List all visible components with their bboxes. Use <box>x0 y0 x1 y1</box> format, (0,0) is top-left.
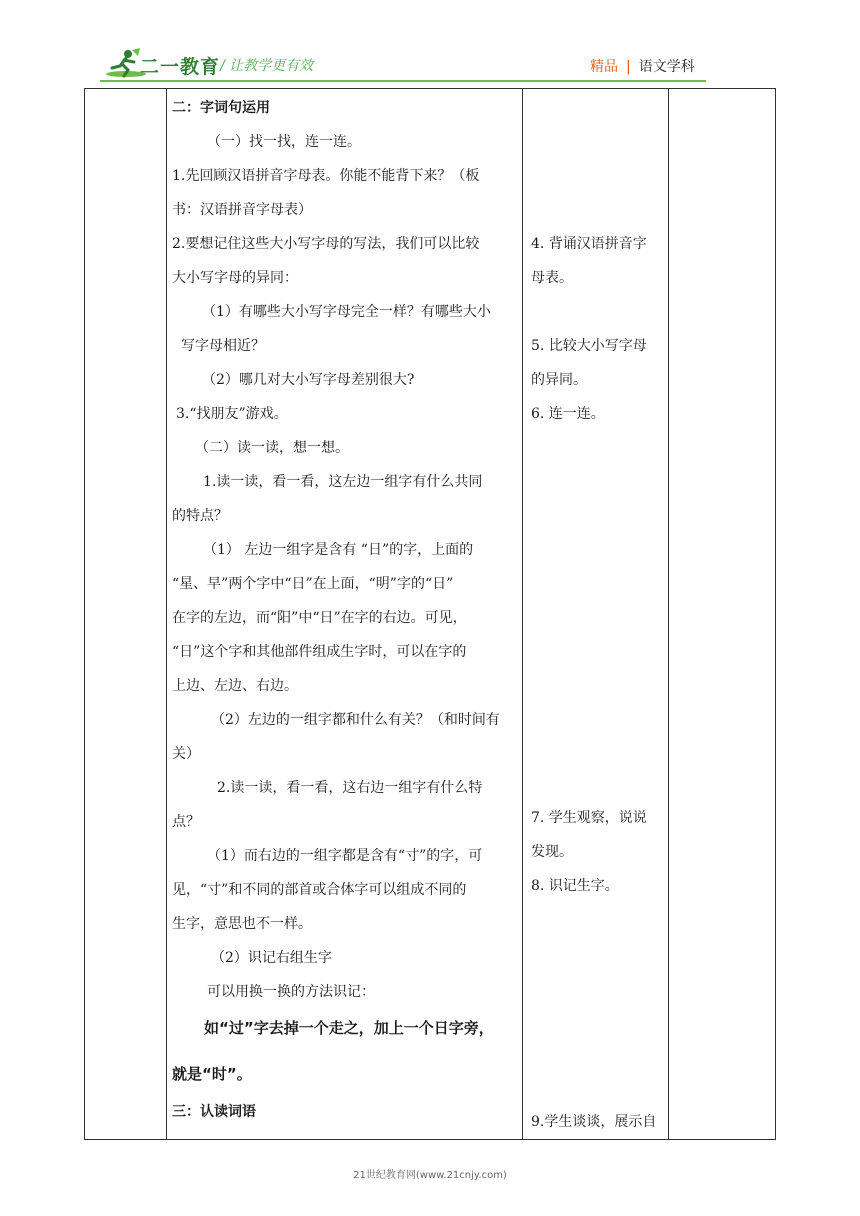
text-line: 4. 背诵汉语拼音字 <box>531 236 647 252</box>
text-line: 发现。 <box>531 844 573 860</box>
text-line: 3.“找朋友”游戏。 <box>176 406 288 422</box>
teacher-activity-cell <box>167 89 523 1140</box>
slogan: / 让教学更有效 <box>220 58 314 74</box>
text-line: （1）有哪些大小写字母完全一样？有哪些大小 <box>202 304 491 320</box>
text-line: 2.要想记住这些大小写字母的写法，我们可以比较 <box>172 236 480 252</box>
text-line: 在字的左边，而“阳”中“日”在字的右边。可见， <box>172 610 467 626</box>
text-line: （2）哪几对大小写字母差别很大? <box>202 372 415 388</box>
text-line: 8. 识记生字。 <box>531 878 619 894</box>
logo-text: 二一教育 <box>140 56 221 78</box>
text-line: 5. 比较大小写字母 <box>531 338 647 354</box>
text-line: 的异同。 <box>531 372 587 388</box>
text-line-bold: 就是“时”。 <box>172 1065 252 1083</box>
text-line: （2）左边的一组字都和什么有关？（和时间有 <box>211 712 500 728</box>
text-line: （二）读一读，想一想。 <box>195 440 349 456</box>
text-line: 大小写字母的异同： <box>172 270 298 286</box>
text-line: “日”这个字和其他部件组成生字时，可以在字的 <box>172 644 467 660</box>
table-row <box>85 89 776 1140</box>
column-1-cell <box>85 89 167 1140</box>
header-right <box>590 56 695 76</box>
text-line: “星、早”两个字中“日”在上面，“明”字的“日” <box>172 576 454 592</box>
text-line: （一）找一找，连一连。 <box>207 134 361 150</box>
text-line: 1.读一读，看一看，这左边一组字有什么共同 <box>203 474 483 490</box>
text-line: 点？ <box>172 814 200 830</box>
text-line: 1.先回顾汉语拼音字母表。你能不能背下来？（板 <box>172 168 480 184</box>
text-line: 6. 连一连。 <box>531 406 605 422</box>
lesson-table <box>84 88 776 1140</box>
page-header <box>0 0 860 88</box>
text-line: 7. 学生观察，说说 <box>531 810 647 826</box>
text-line: 的特点？ <box>172 508 228 524</box>
subject-label: 语文学科 <box>638 59 695 75</box>
text-line-bold: 如“过”字去掉一个走之，加上一个日字旁， <box>204 1019 494 1037</box>
column-4-cell <box>669 89 776 1140</box>
text-line: （1） 左边一组字是含有 “日”的字，上面的 <box>203 542 474 558</box>
premium-label: 精品 <box>590 59 618 75</box>
text-line: （2）识记右组生字 <box>211 950 332 966</box>
section-heading: 三：认读词语 <box>172 1104 256 1120</box>
header-separator: | <box>626 59 631 75</box>
text-line: 关） <box>172 746 200 762</box>
text-line: 2.读一读，看一看，这右边一组字有什么特 <box>217 780 483 796</box>
text-line: 母表。 <box>531 270 573 286</box>
header-divider <box>100 80 706 82</box>
text-line: 上边、左边、右边。 <box>172 678 298 694</box>
text-line: 书：汉语拼音字母表） <box>172 202 312 218</box>
text-line: 见，“寸”和不同的部首或合体字可以组成不同的 <box>172 882 467 898</box>
section-heading: 二：字词句运用 <box>172 100 270 116</box>
text-line: 写字母相近？ <box>181 338 265 354</box>
page-footer: 21世纪教育网(www.21cnjy.com) <box>353 1170 507 1181</box>
text-line: 9.学生谈谈，展示自 <box>531 1114 657 1130</box>
text-line: 可以用换一换的方法识记： <box>207 984 375 1000</box>
text-line: （1）而右边的一组字都是含有“寸”的字，可 <box>207 848 483 864</box>
text-line: 生字，意思也不一样。 <box>172 916 312 932</box>
student-activity-cell <box>523 89 669 1140</box>
